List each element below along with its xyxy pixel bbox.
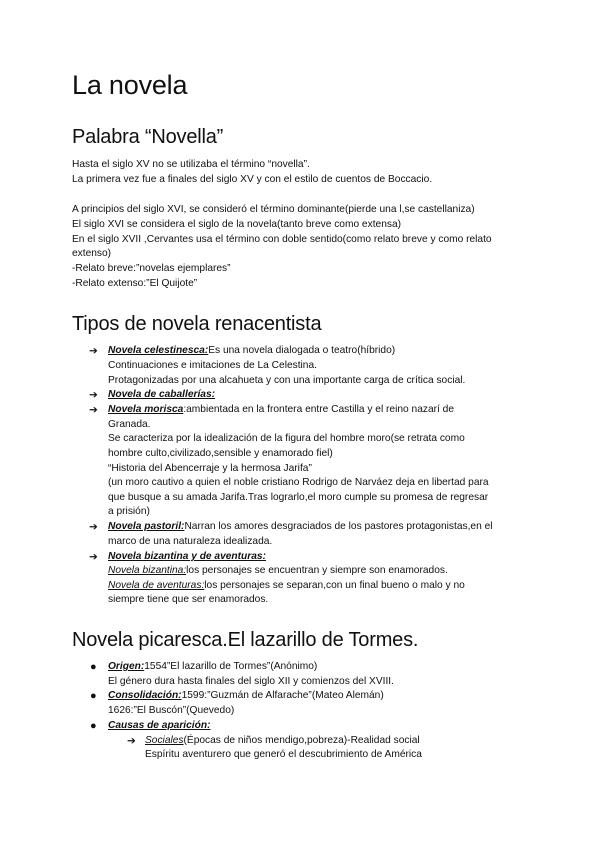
- list-item-line: siempre tiene que ser enamorados.: [108, 594, 269, 605]
- list-item-line: Granada.: [108, 419, 151, 430]
- paragraph-line: A principios del siglo XVI, se consideró el término dominante(pierde una l,se castellaniza): [72, 204, 475, 215]
- arrow-bullet-icon: ➔: [89, 521, 98, 533]
- list-item-label: Novela de caballerías:: [108, 389, 216, 400]
- list-item-caballerias: [108, 388, 215, 403]
- list-item-label: Novela celestinesca:: [108, 345, 209, 356]
- bullet-dot-icon: ●: [90, 720, 97, 732]
- page-title: La novela: [72, 70, 188, 100]
- list-item-text: 1599:”Guzmán de Alfarache”(Mateo Alemán): [181, 690, 384, 701]
- sub-item-label: Novela bizantina:: [108, 565, 187, 576]
- list-item-text: 1554”El lazarillo de Tormes”(Anónimo): [144, 661, 318, 672]
- paragraph-line: extenso): [72, 248, 112, 259]
- list-item-origen: [108, 660, 317, 675]
- list-item-line: hombre culto,civilizado,sensible y enamorado fiel): [108, 448, 333, 459]
- arrow-bullet-icon: ➔: [89, 345, 98, 357]
- list-item-label: Novela morisca: [108, 404, 184, 415]
- list-item-causas: [108, 719, 210, 734]
- list-item-line: que busque a su amada Jarifa.Tras lograrlo,el moro cumple su promesa de regresar: [108, 492, 489, 503]
- list-item-label: Origen:: [108, 661, 145, 672]
- paragraph-line: En el siglo XVII ,Cervantes usa el término con doble sentido(como relato breve y como relato: [72, 234, 492, 245]
- bullet-dot-icon: ●: [90, 690, 97, 702]
- list-item-line: marco de una naturaleza idealizada.: [108, 536, 273, 547]
- list-item-consolidacion: [108, 689, 384, 704]
- list-item-bizantina: [108, 550, 266, 565]
- paragraph-line: Hasta el siglo XV no se utilizaba el término “novella”.: [72, 159, 310, 170]
- bullet-dot-icon: ●: [90, 661, 97, 673]
- sub-item-text: los personajes se encuentran y siempre son enamorados.: [186, 565, 448, 576]
- list-item-line: Protagonizadas por una alcahueta y con una importante carga de crítica social.: [108, 375, 466, 386]
- list-item-line: Espíritu aventurero que generó el descubrimiento de América: [145, 749, 422, 760]
- arrow-bullet-icon: ➔: [127, 735, 136, 747]
- sub-item-text: (Épocas de niños mendigo,pobreza)-Realidad social: [183, 735, 420, 746]
- sub-item-sociales: [145, 734, 420, 749]
- list-item-celestinesca: [108, 344, 395, 359]
- arrow-bullet-icon: ➔: [89, 389, 98, 401]
- list-item-text: :ambientada en la frontera entre Castilla y el reino nazarí de: [183, 404, 455, 415]
- section-heading-picaresca: Novela picaresca.El lazarillo de Tormes.: [72, 629, 419, 651]
- list-item-label: Causas de aparición:: [108, 720, 211, 731]
- list-item-line: Continuaciones e imitaciones de La Celestina.: [108, 360, 317, 371]
- list-item-line: (un moro cautivo a quien el noble cristiano Rodrigo de Narváez deja en libertad para: [108, 477, 489, 488]
- section-heading-tipos: Tipos de novela renacentista: [72, 313, 322, 335]
- sub-item-label: Novela de aventuras:: [108, 580, 205, 591]
- list-item-line: a prisión): [108, 506, 150, 517]
- list-item-label: Consolidación:: [108, 690, 182, 701]
- paragraph-line: El siglo XVI se considera el siglo de la novela(tanto breve como extensa): [72, 219, 402, 230]
- list-item-line: Se caracteriza por la idealización de la figura del hombre moro(se retrata como: [108, 433, 465, 444]
- list-item-label: Novela pastoril:: [108, 521, 185, 532]
- list-item-label: Novela bizantina y de aventuras:: [108, 551, 266, 562]
- list-item-text: Es una novela dialogada o teatro(híbrido): [208, 345, 396, 356]
- list-item-line: 1626:”El Buscón”(Quevedo): [108, 705, 235, 716]
- list-item-pastoril: [108, 520, 493, 535]
- sub-item-bizantina: [108, 564, 448, 579]
- list-item-line: El género dura hasta finales del siglo XII y comienzos del XVIII.: [108, 676, 394, 687]
- section-heading-palabra: Palabra “Novella”: [72, 126, 224, 148]
- arrow-bullet-icon: ➔: [89, 551, 98, 563]
- list-item-text: Narran los amores desgraciados de los pastores protagonistas,en el: [184, 521, 493, 532]
- paragraph-line: -Relato extenso:”El Quijote”: [72, 278, 198, 289]
- sub-item-aventuras: [108, 579, 465, 594]
- list-item-line: “Historia del Abencerraje y la hermosa Jarifa”: [108, 463, 312, 474]
- list-item-morisca: [108, 403, 454, 418]
- arrow-bullet-icon: ➔: [89, 404, 98, 416]
- sub-item-label: Sociales: [145, 735, 184, 746]
- sub-item-text: los personajes se separan,con un final bueno o malo y no: [204, 580, 465, 591]
- paragraph-line: La primera vez fue a finales del siglo XV y con el estilo de cuentos de Boccacio.: [72, 174, 433, 185]
- paragraph-line: -Relato breve:”novelas ejemplares”: [72, 263, 231, 274]
